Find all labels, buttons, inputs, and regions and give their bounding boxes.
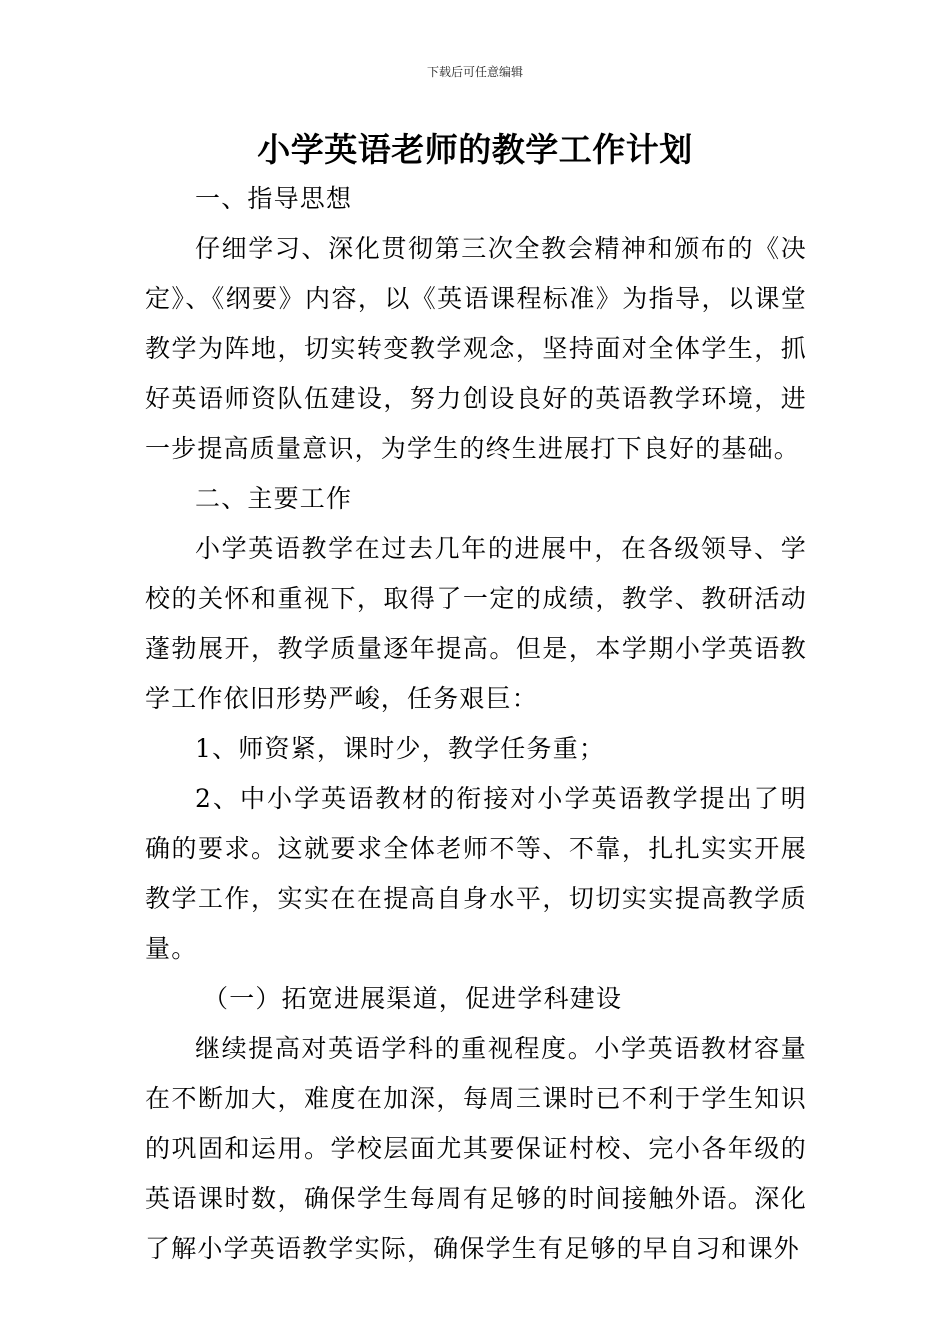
document-title: 小学英语老师的教学工作计划 [257,130,693,169]
section-heading-guiding-thought: 一、指导思想 [195,184,353,213]
list-item-1: 1、师资紧，课时少，教学任务重； [195,734,606,763]
document-body [145,174,807,1274]
paragraph-guiding-thought: 仔细学习、深化贯彻第三次全教会精神和颁布的《决定》、《纲要》内容，以《英语课程标准》为指导，以课堂教学为阵地，切实转变教学观念，坚持面对全体学生，抓好英语师资队伍建设，努力创设良好的英语教学环境，进一步提高质量意识，为学生的终生进展打下良好的基础。 [145,234,807,463]
section-heading-main-work: 二、主要工作 [195,484,353,513]
paragraph-subsection-1: 继续提高对英语学科的重视程度。小学英语教材容量在不断加大，难度在加深，每周三课时已不利于学生知识的巩固和运用。学校层面尤其要保证村校、完小各年级的英语课时数，确保学生每周有足够的时间接触外语。深化了解小学英语教学实际，确保学生有足够的早自习和课外 [145,1034,807,1263]
paragraph-main-work-intro: 小学英语教学在过去几年的进展中，在各级领导、学校的关怀和重视下，取得了一定的成绩，教学、教研活动蓬勃展开，教学质量逐年提高。但是，本学期小学英语教学工作依旧形势严峻，任务艰巨： [145,534,807,713]
subsection-heading-1: （一）拓宽进展渠道，促进学科建设 [203,984,623,1013]
download-note: 下载后可任意编辑 [426,65,523,79]
list-item-2: 2、中小学英语教材的衔接对小学英语教学提出了明确的要求。这就要求全体老师不等、不靠，扎扎实实开展教学工作，实实在在提高自身水平，切切实实提高教学质量。 [145,784,807,963]
